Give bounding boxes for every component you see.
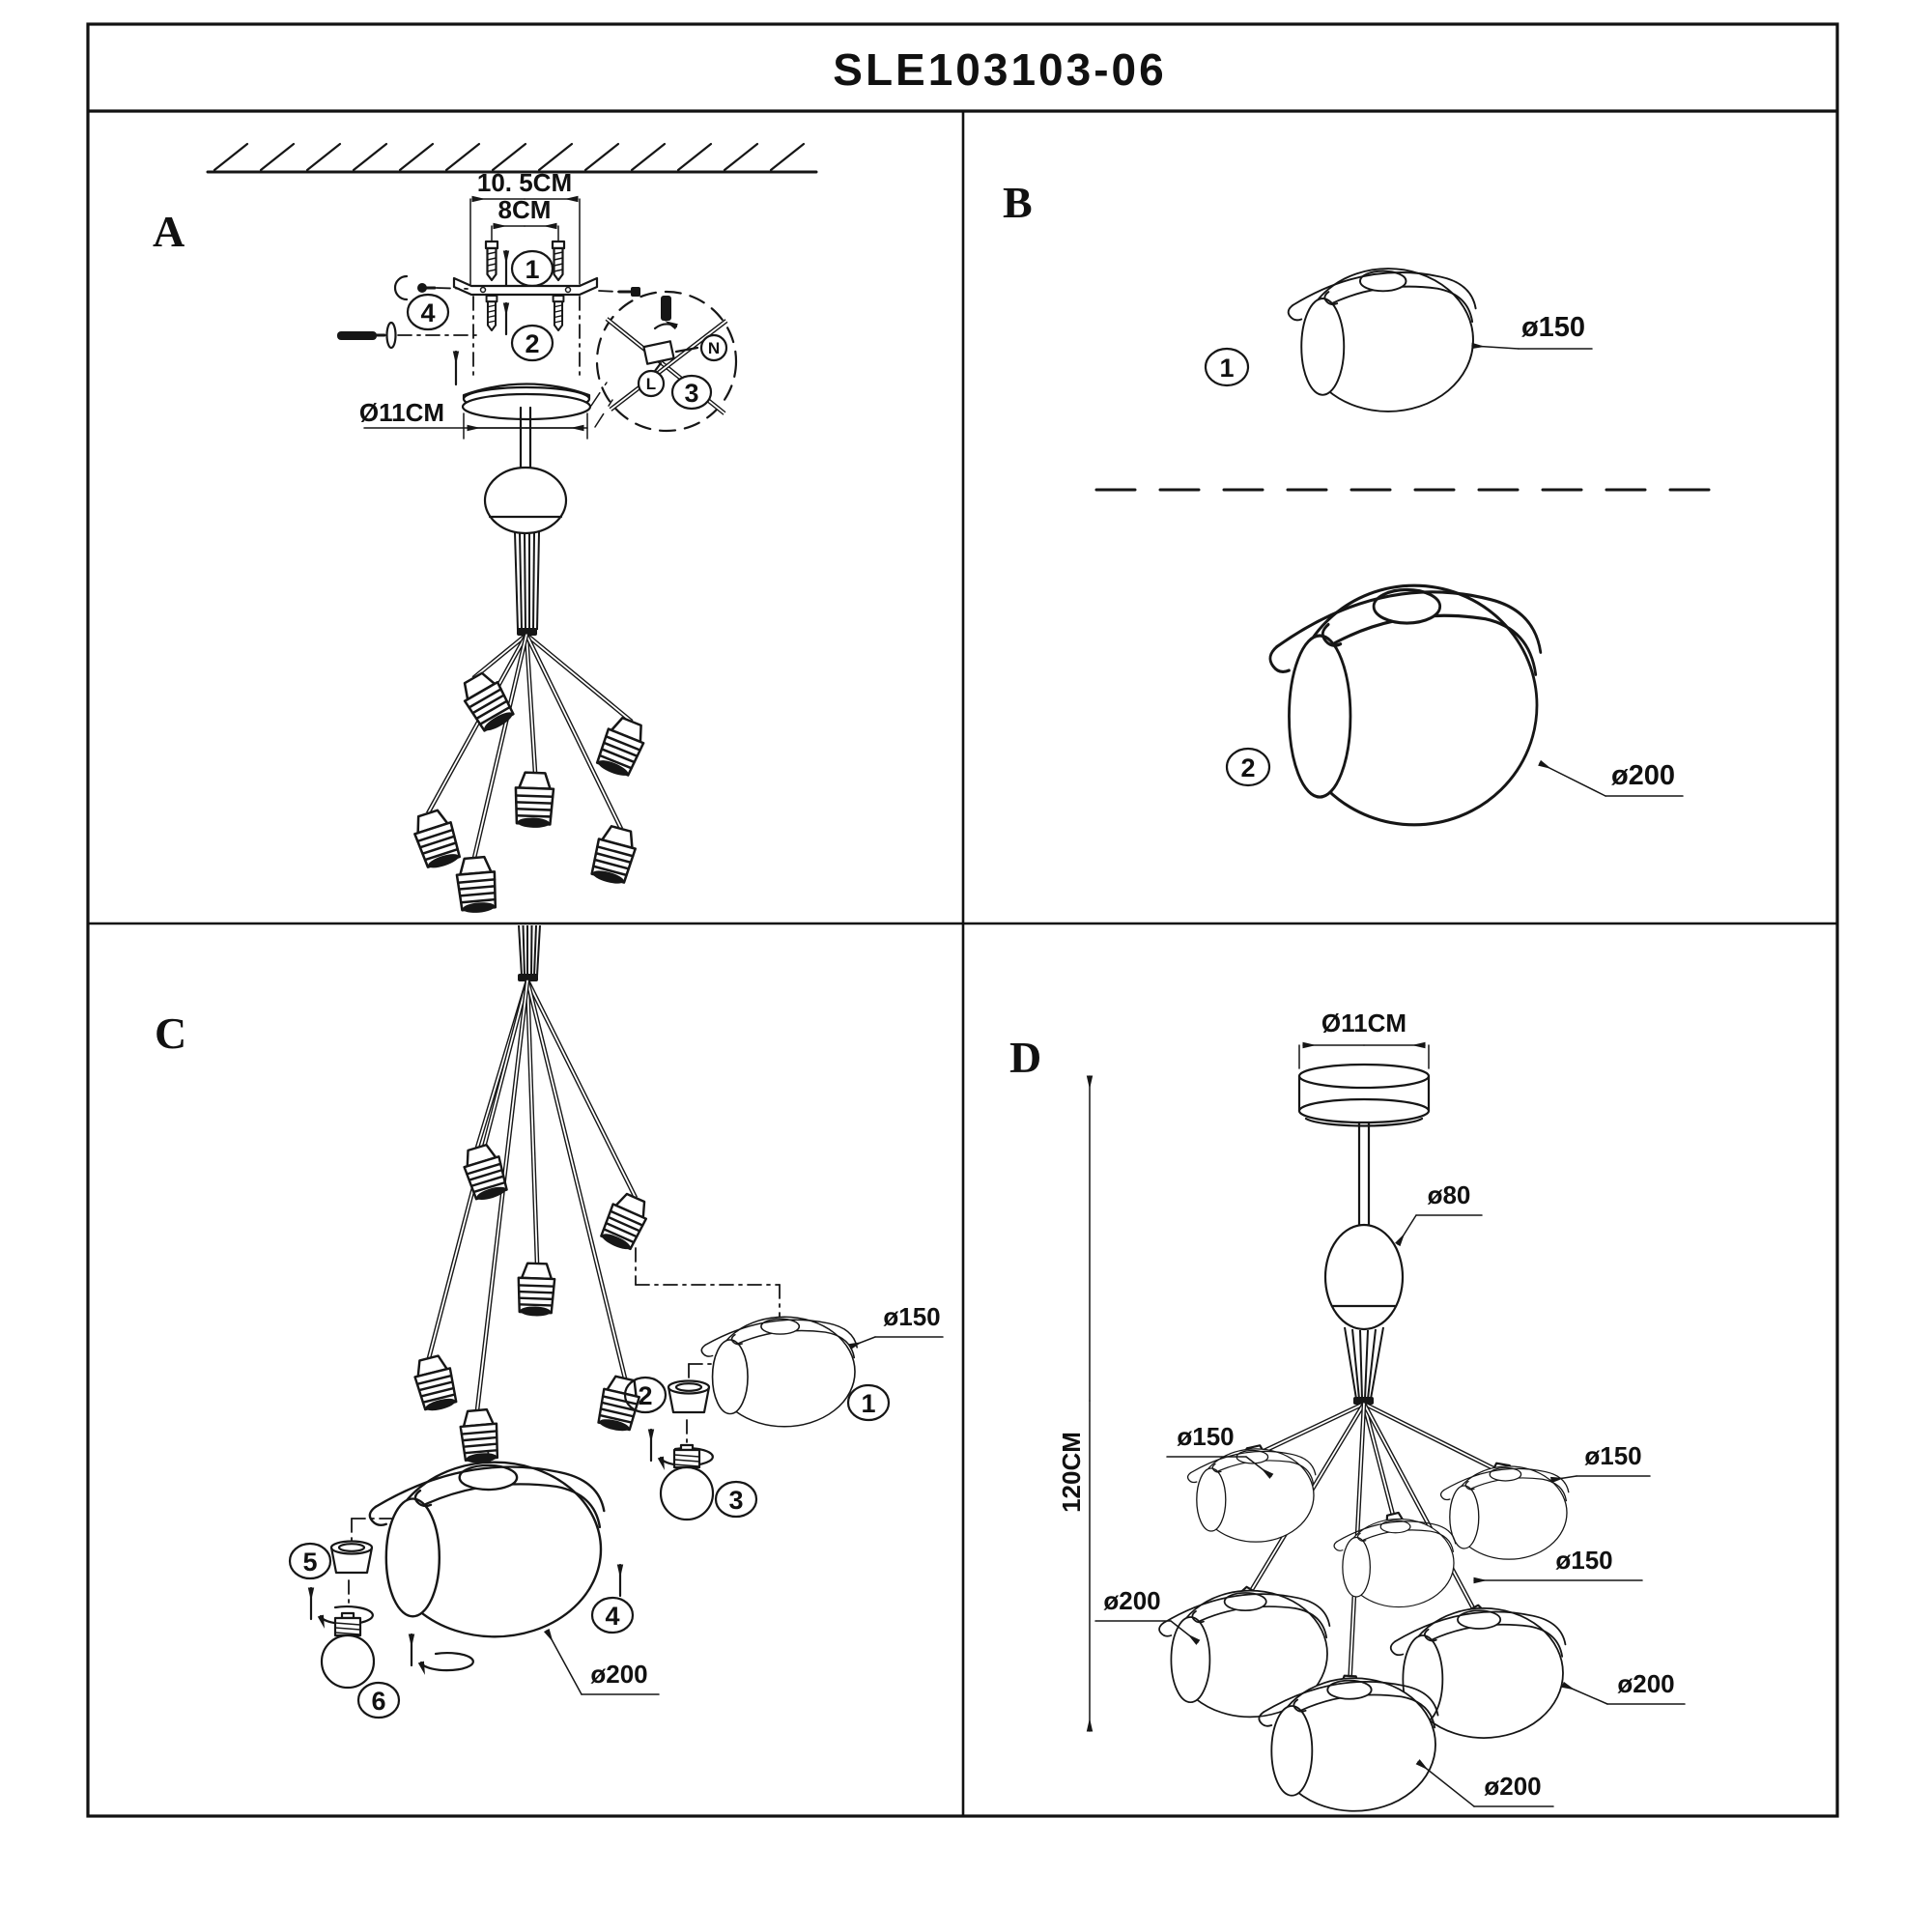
wire-bundle <box>1345 1327 1383 1405</box>
lamp-socket <box>517 1263 554 1317</box>
lamp-socket <box>596 1375 643 1434</box>
step-3-badge <box>672 376 711 409</box>
shade-150-badge <box>1206 349 1248 385</box>
svg-text:ø150: ø150 <box>1177 1422 1235 1451</box>
wire-live-badge <box>639 371 664 396</box>
lamp-socket <box>594 715 650 780</box>
svg-text:N: N <box>707 339 721 357</box>
step-1-badge <box>848 1385 889 1420</box>
socket-ring <box>331 1542 372 1574</box>
panel-a-label: A <box>153 207 185 256</box>
step-2-badge <box>512 326 553 360</box>
dimension-8cm-label: 8CM <box>497 195 552 224</box>
wall-anchor-right <box>553 242 564 280</box>
light-bulb <box>661 1445 713 1520</box>
canopy-anchor-left <box>487 296 497 330</box>
shade-150-dimension <box>1472 312 1592 349</box>
panel-c <box>155 925 943 1718</box>
shade-150 <box>1441 1466 1569 1559</box>
dim-150-b <box>1551 1441 1650 1480</box>
wiring-detail-circle <box>591 292 736 431</box>
lamp-socket <box>514 772 554 828</box>
shade-200-badge <box>1227 749 1269 785</box>
svg-text:1: 1 <box>1219 354 1235 383</box>
canopy-screw <box>337 323 480 348</box>
svg-text:ø200: ø200 <box>590 1660 648 1689</box>
svg-text:ø150: ø150 <box>883 1302 941 1331</box>
terminal-block <box>643 341 673 363</box>
terminal-screw-icon <box>661 296 671 321</box>
step-1-badge <box>506 251 553 286</box>
svg-text:ø200: ø200 <box>1484 1772 1542 1801</box>
svg-text:1: 1 <box>861 1389 876 1418</box>
lamp-socket <box>456 856 498 914</box>
dimension-canopy-label: Ø11CM <box>358 398 445 427</box>
svg-text:1: 1 <box>525 255 540 284</box>
svg-text:ø200: ø200 <box>1610 760 1676 791</box>
svg-text:L: L <box>645 375 657 393</box>
rotate-arrow-icon <box>412 1634 473 1670</box>
lamp-socket <box>457 668 517 735</box>
svg-text:4: 4 <box>420 298 436 327</box>
shade-150 <box>1188 1449 1316 1542</box>
panel-d <box>1009 1009 1685 1811</box>
shade-150-dimension <box>850 1302 943 1347</box>
dimension-ball-80 <box>1398 1180 1482 1244</box>
wire-neutral-badge <box>701 335 726 360</box>
dimension-canopy-11cm <box>1299 1009 1429 1068</box>
dim-200-b <box>1563 1669 1685 1704</box>
model-title: SLE103103-06 <box>833 44 1167 95</box>
shade-200 <box>1270 585 1541 825</box>
clip-icon <box>395 276 407 299</box>
panel-b <box>1003 178 1727 825</box>
svg-text:ø200: ø200 <box>1617 1669 1675 1698</box>
svg-text:3: 3 <box>728 1486 744 1515</box>
step-3-badge <box>716 1482 756 1517</box>
shade-150 <box>701 1317 857 1427</box>
lamp-socket <box>588 824 639 887</box>
svg-text:2: 2 <box>1240 753 1256 782</box>
shade-200-dimension <box>1540 760 1683 796</box>
dimension-10-5cm-label: 10. 5CM <box>476 168 573 197</box>
light-bulb <box>322 1613 374 1688</box>
ceiling-canopy <box>1299 1065 1429 1125</box>
step-4-badge <box>592 1598 633 1633</box>
svg-text:5: 5 <box>302 1548 318 1577</box>
svg-text:ø150: ø150 <box>1555 1546 1613 1575</box>
step-6-badge <box>358 1683 399 1718</box>
dimension-height-label: 120CM <box>1057 1432 1086 1513</box>
cord-arms <box>429 980 636 1410</box>
wall-anchor-left <box>486 242 497 280</box>
dimension-height-120cm <box>1057 1076 1090 1731</box>
shade-150 <box>1289 269 1476 412</box>
panel-c-label: C <box>155 1009 187 1058</box>
hanger-rod <box>1359 1122 1369 1227</box>
step-5-badge <box>290 1544 330 1578</box>
ceiling-canopy <box>463 384 590 420</box>
lamp-socket <box>410 808 463 871</box>
svg-text:4: 4 <box>605 1602 620 1631</box>
shade-200-dimension <box>547 1631 659 1694</box>
wire-bundle <box>518 925 540 981</box>
shade-150 <box>1334 1519 1456 1606</box>
dim-200-c <box>1418 1762 1553 1806</box>
panel-b-label: B <box>1003 178 1033 227</box>
canopy-anchor-right <box>554 296 564 330</box>
socket-ring <box>668 1381 709 1413</box>
svg-text:6: 6 <box>371 1687 386 1716</box>
wire-ball <box>1325 1225 1403 1329</box>
wire-bundle <box>515 532 539 636</box>
lamp-socket <box>412 1353 459 1413</box>
bracket-screw-right <box>599 287 640 297</box>
dimension-ball-label: ø80 <box>1427 1180 1471 1209</box>
panel-a <box>153 144 816 914</box>
svg-text:2: 2 <box>525 329 540 358</box>
svg-text:3: 3 <box>684 379 699 408</box>
dimension-canopy-label: Ø11CM <box>1321 1009 1407 1037</box>
svg-text:ø150: ø150 <box>1584 1441 1642 1470</box>
lamp-socket <box>598 1190 652 1253</box>
svg-text:ø200: ø200 <box>1103 1586 1161 1615</box>
panel-d-label: D <box>1009 1033 1042 1082</box>
step-4-badge <box>408 295 448 329</box>
svg-text:ø150: ø150 <box>1520 312 1586 343</box>
svg-text:2: 2 <box>638 1381 653 1410</box>
shade-200 <box>370 1463 604 1637</box>
dimension-8cm <box>492 195 558 242</box>
lamp-socket <box>459 1408 499 1464</box>
wire-ball <box>485 468 566 533</box>
